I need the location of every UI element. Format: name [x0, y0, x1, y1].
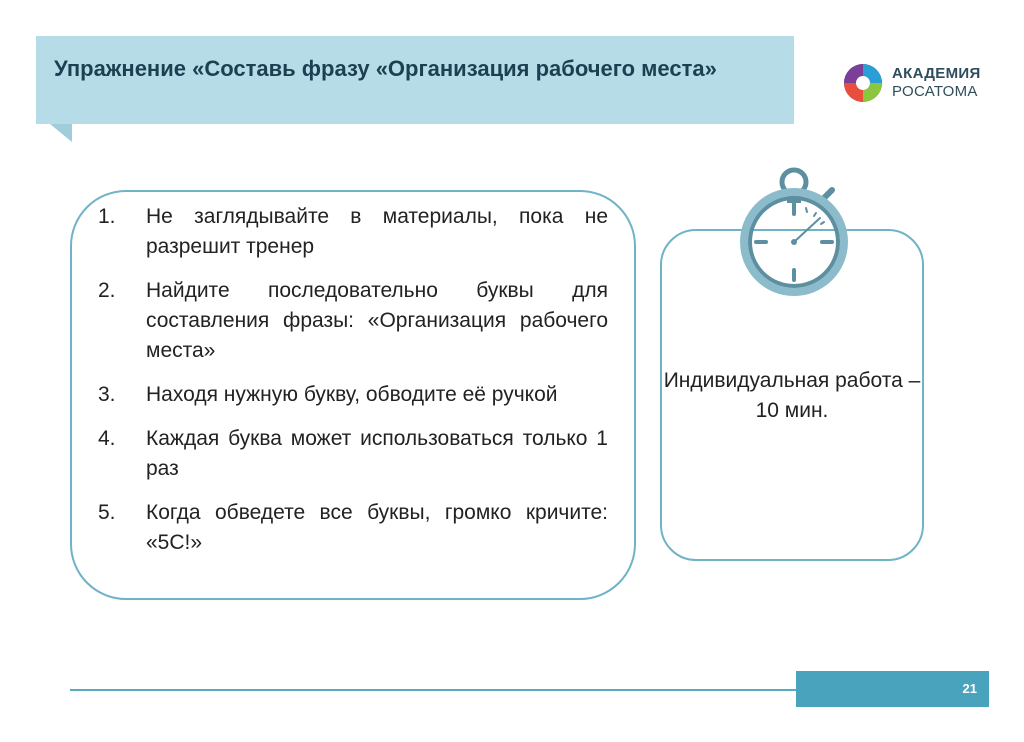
list-item — [98, 380, 608, 410]
logo-line2: РОСАТОМА — [892, 83, 978, 100]
list-item-text: Каждая буква может использоваться только 1 раз — [146, 427, 608, 480]
logo-line1: АКАДЕМИЯ — [892, 65, 981, 82]
page-number: 21 — [962, 681, 977, 696]
stopwatch-icon — [736, 160, 852, 300]
list-item-text: Не заглядывайте в материалы, пока не разрешит тренер — [146, 205, 608, 258]
list-item-number: 5. — [98, 501, 116, 524]
list-item-number: 3. — [98, 383, 116, 406]
page-number-badge — [796, 671, 989, 707]
list-item-number: 1. — [98, 205, 116, 228]
list-item — [98, 202, 608, 262]
list-item — [98, 498, 608, 558]
list-item — [98, 424, 608, 484]
logo — [842, 62, 1002, 106]
instructions-list — [98, 202, 608, 572]
list-item-text: Когда обведете все буквы, громко кричите: «5С!» — [146, 501, 608, 554]
footer-divider — [70, 689, 796, 691]
title-banner-tail — [50, 124, 72, 142]
timer-text: Индивидуальная работа – 10 мин. — [663, 369, 921, 422]
rosatom-academy-logo-icon — [842, 62, 884, 104]
slide-title: Упражнение «Составь фразу «Организация рабочего места» — [54, 56, 717, 81]
list-item-number: 2. — [98, 279, 116, 302]
list-item-text: Найдите последовательно буквы для составления фразы: «Организация рабочего места» — [146, 279, 608, 362]
list-item-number: 4. — [98, 427, 116, 450]
list-item — [98, 276, 608, 366]
list-item-text: Находя нужную букву, обводите её ручкой — [146, 383, 558, 406]
